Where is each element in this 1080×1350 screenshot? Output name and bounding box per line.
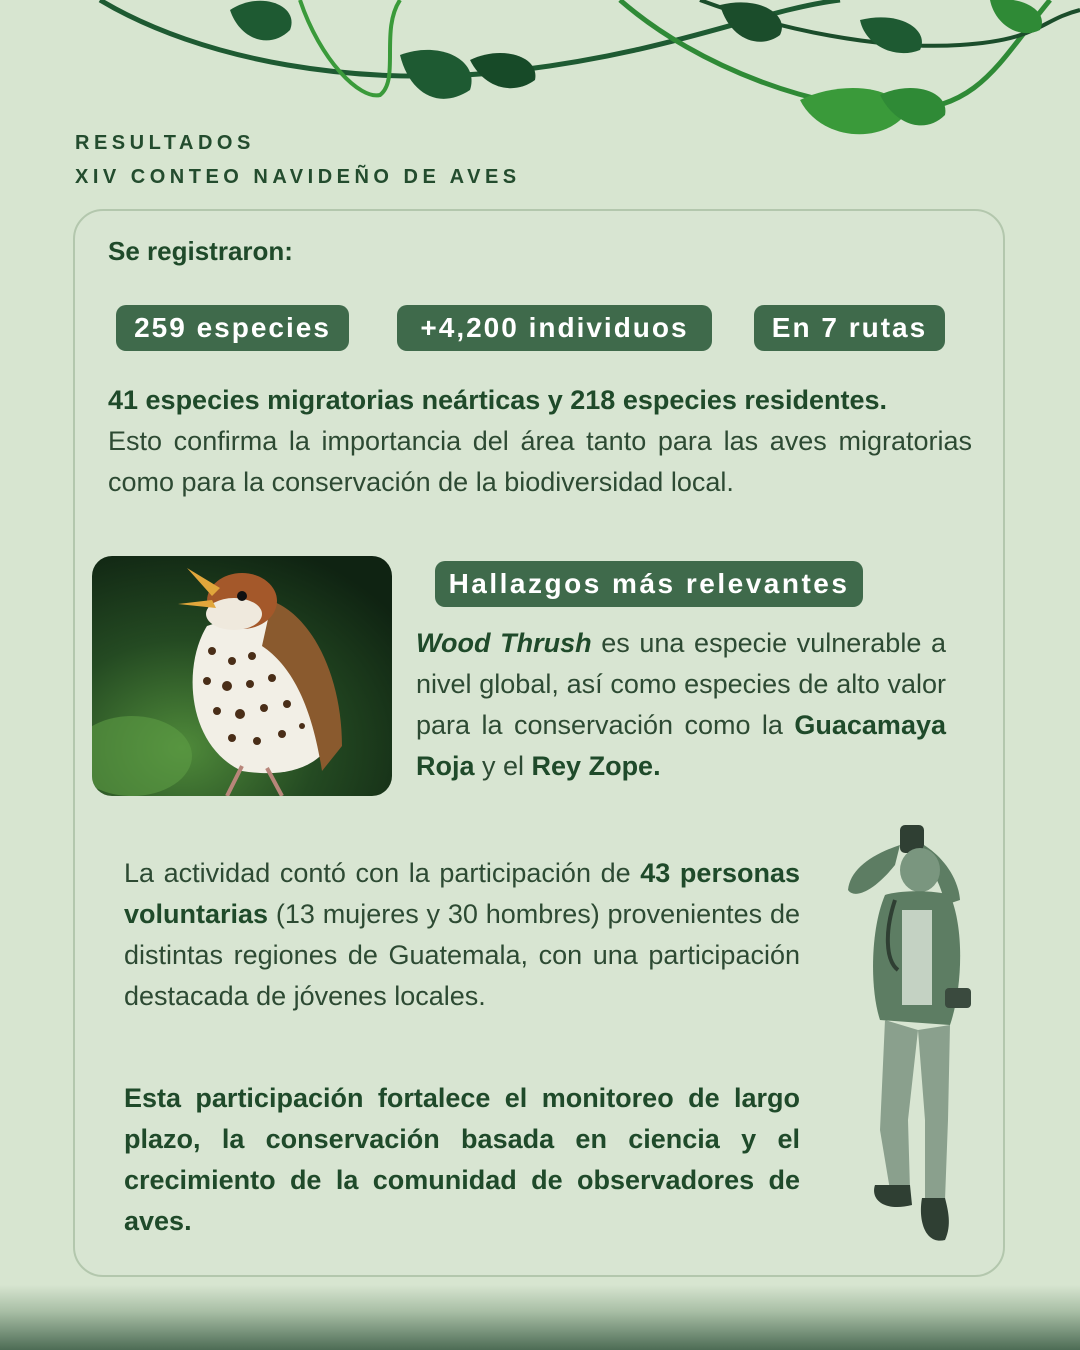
findings-text-1: es una especie vulnerable a nivel global, así como especies de alto valor para la conservación como la	[416, 628, 946, 740]
birdwatcher-photo	[840, 820, 980, 1250]
stat-pill-individuals: +4,200 individuos	[397, 305, 712, 351]
closing-statement: Esta participación fortalece el monitoreo de largo plazo, la conservación basada en ciencia y el crecimiento de la comunidad de observadores de aves.	[124, 1083, 800, 1236]
participation-text-2: (13 mujeres y 30 hombres) provenientes de distintas regiones de Guatemala, con una participación destacada de jóvenes locales.	[124, 899, 800, 1011]
header	[75, 126, 521, 194]
participation-text	[124, 853, 800, 1017]
findings-text	[416, 623, 946, 787]
stat-pill-species: 259 especies	[116, 305, 349, 351]
participation-text-1: La actividad contó con la participación de	[124, 858, 641, 888]
summary-text	[108, 380, 972, 503]
species-name-rey-zope: Rey Zope.	[531, 751, 661, 781]
footer-gradient-bar	[0, 1285, 1080, 1350]
volunteer-count: 43 personas voluntarias	[124, 858, 800, 929]
stat-pill-routes: En 7 rutas	[754, 305, 945, 351]
findings-badge: Hallazgos más relevantes	[435, 561, 863, 607]
findings-text-2: y el	[474, 751, 532, 781]
summary-subtitle: Se registraron:	[108, 236, 293, 266]
header-line-1: RESULTADOS	[75, 132, 255, 154]
summary-highlight: 41 especies migratorias neárticas y 218 especies residentes.	[108, 385, 887, 415]
summary-body: Esto confirma la importancia del área tanto para las aves migratorias como para la conservación de la biodiversidad local.	[108, 426, 972, 497]
species-name-wood-thrush: Wood Thrush	[416, 628, 592, 658]
header-line-2: XIV CONTEO NAVIDEÑO DE AVES	[75, 166, 521, 188]
wood-thrush-photo	[92, 556, 392, 796]
species-name-guacamaya: Guacamaya Roja	[416, 710, 946, 781]
